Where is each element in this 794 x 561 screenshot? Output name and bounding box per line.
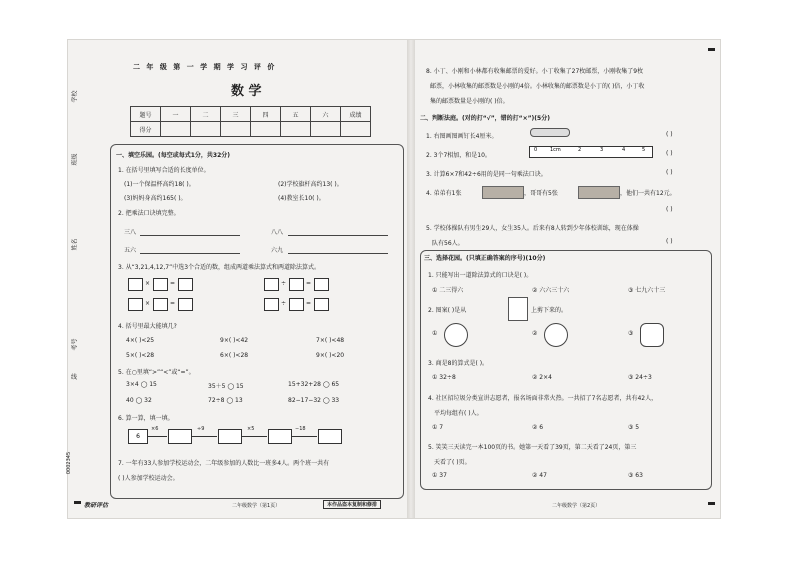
binding-label-school: 学校 xyxy=(71,90,79,103)
binding-line-label: 线 xyxy=(71,374,78,381)
q8-line-2: 邮票，小林收集的邮票数是小刚的4倍。小林收集的邮票数是小丁的( )倍，小丁收 xyxy=(430,83,645,90)
q4-item: 9×( )<42 xyxy=(220,337,249,344)
ruler-label: 0 xyxy=(534,147,538,153)
flower-shape-image xyxy=(444,323,468,347)
chain-op: −18 xyxy=(295,426,306,432)
choice-1-opt[interactable]: ③ 七九六十三 xyxy=(628,287,666,294)
times-sign: × xyxy=(145,300,151,307)
judge-4b: ，哥哥有5张 xyxy=(524,190,558,197)
choice-2a: 2. 图案( )是从 xyxy=(428,307,467,314)
ruler-image xyxy=(529,146,653,158)
choice-5-opt[interactable]: ③ 63 xyxy=(628,472,643,479)
q3-box[interactable] xyxy=(289,278,304,291)
choice-2b: 上剪下来的。 xyxy=(531,307,568,314)
q2c-blank[interactable] xyxy=(140,253,240,254)
score-cell[interactable] xyxy=(161,122,191,137)
equals-sign: = xyxy=(170,300,176,307)
q3-box[interactable] xyxy=(314,298,329,311)
times-sign: × xyxy=(145,280,151,287)
chain-arrow xyxy=(191,436,217,437)
q2b: 八八 xyxy=(271,229,284,236)
equals-sign: = xyxy=(170,280,176,287)
q3-box[interactable] xyxy=(128,278,143,291)
q2a: 三八 xyxy=(124,229,137,236)
chain-answer-box[interactable] xyxy=(268,429,292,444)
q1b: (2)学校旗杆高约13( )。 xyxy=(278,181,343,188)
choice-3: 3. 商是8的算式是( )。 xyxy=(428,360,489,367)
q1-text: 1. 在括号里填写合适的长度单位。 xyxy=(118,167,210,174)
choice-5a: 5. 笑笑三天读完一本100页的书。她第一天看了39页，第二天看了24页，第三 xyxy=(428,444,637,451)
binding-label-number: 考号 xyxy=(71,338,79,351)
q5-item: 35＋5 ◯ 15 xyxy=(208,383,244,390)
choice-3-opt[interactable]: ③ 24÷3 xyxy=(628,374,652,381)
ruler-label: 5 xyxy=(642,147,646,153)
q3-box[interactable] xyxy=(128,298,143,311)
q5-item: 82−17−32 ◯ 33 xyxy=(288,397,340,404)
score-header-cell: 二 xyxy=(191,107,221,122)
exam-title: 二 年 级 第 一 学 期 学 习 评 价 xyxy=(133,63,277,71)
chain-op: ×5 xyxy=(247,426,255,432)
flower-shape-image xyxy=(544,323,568,347)
q1c: (3)妈妈身高约165( )。 xyxy=(124,195,187,202)
q3-box[interactable] xyxy=(264,298,279,311)
q1d: (4)教室长10( )。 xyxy=(278,195,325,202)
page-fold xyxy=(407,40,415,518)
judge-4c: ，他们一共有12元。 xyxy=(620,190,676,197)
q3-box[interactable] xyxy=(153,278,168,291)
divide-sign: ÷ xyxy=(281,280,287,287)
score-cell[interactable] xyxy=(251,122,281,137)
score-cell[interactable] xyxy=(311,122,341,137)
choice-1: 1. 只能写出一道除法算式的口诀是( )。 xyxy=(428,272,533,279)
q4-item: 9×( )<20 xyxy=(316,352,345,359)
footer-brand: 教研评估 xyxy=(84,502,109,509)
page-marker xyxy=(74,501,81,504)
ruler-label: 1cm xyxy=(550,147,561,153)
ruler-label: 4 xyxy=(622,147,626,153)
choice-5-opt[interactable]: ① 37 xyxy=(432,472,447,479)
banknote-image xyxy=(578,186,620,199)
q4-item: 5×( )<28 xyxy=(126,352,155,359)
section-3-title: 三、选择花园。(只填正确答案的序号)(10分) xyxy=(424,255,546,262)
choice-4-opt[interactable]: ① 7 xyxy=(432,424,444,431)
q3-box[interactable] xyxy=(153,298,168,311)
page-marker xyxy=(708,48,715,51)
chain-arrow xyxy=(147,436,167,437)
choice-3-opt[interactable]: ① 32÷8 xyxy=(432,374,456,381)
score-table xyxy=(130,106,371,137)
binding-code: 0002345 xyxy=(66,451,73,475)
score-header-cell: 成绩 xyxy=(341,107,371,122)
q5-item: 15+32+28 ◯ 65 xyxy=(288,381,340,388)
binding-label-class: 班级 xyxy=(71,153,79,166)
judge-4a: 4. 弟弟有1张 xyxy=(426,190,462,197)
q3-box[interactable] xyxy=(264,278,279,291)
choice-5-opt[interactable]: ② 47 xyxy=(532,472,547,479)
choice-5b: 天看了( )页。 xyxy=(434,459,471,466)
judge-3: 3. 计算6×7和42÷6用的是同一句乘法口诀。 xyxy=(426,171,547,178)
q3-box[interactable] xyxy=(314,278,329,291)
q2b-blank[interactable] xyxy=(288,235,388,236)
q7-text: 7. 一年有33人参加学校运动会，二年级参加的人数比一班多4人。两个班一共有 xyxy=(118,460,330,467)
q3-box[interactable] xyxy=(178,298,193,311)
score-row xyxy=(131,122,371,137)
choice-4b: 平均每组有( )人。 xyxy=(434,410,483,417)
choice-1-opt[interactable]: ② 六六三十六 xyxy=(532,287,570,294)
choice-4a: 4. 社区招垃圾分类宣讲志愿者，报名场面非常火热。一共招了7名志愿者，共有42人， xyxy=(428,395,658,402)
section-1-title: 一、填空乐园。(每空或每式1分，共32分) xyxy=(116,152,231,159)
choice-2-opt[interactable]: ① xyxy=(432,330,438,337)
binding-label-name: 姓名 xyxy=(71,238,79,251)
q6-text: 6. 算一算，填一填。 xyxy=(118,415,174,422)
q2d: 六九 xyxy=(271,247,284,254)
score-header-cell: 题号 xyxy=(131,107,161,122)
footer-page-2: 二年级数学（第2页） xyxy=(552,503,601,509)
q2d-blank[interactable] xyxy=(288,253,388,254)
octagon-shape-image xyxy=(640,323,664,347)
q4-item: 6×( )<28 xyxy=(220,352,249,359)
chain-arrow xyxy=(241,436,267,437)
score-header-cell: 一 xyxy=(161,107,191,122)
choice-4-opt[interactable]: ② 6 xyxy=(532,424,544,431)
choice-3-opt[interactable]: ② 2×4 xyxy=(532,374,552,381)
footer-stamp: 本作品盗本复制和修排 xyxy=(323,500,381,509)
exam-sheet xyxy=(68,40,720,518)
q8-line-3: 集的邮票数量是小刚的( )倍。 xyxy=(430,98,509,105)
chain-answer-box[interactable] xyxy=(168,429,192,444)
judge-5-answer[interactable]: ( ) xyxy=(666,238,673,245)
score-cell[interactable] xyxy=(191,122,221,137)
ruler-label: 3 xyxy=(600,147,604,153)
q2a-blank[interactable] xyxy=(140,235,240,236)
q1a: (1)一个保温杯高约18( )。 xyxy=(124,181,195,188)
q2c: 五六 xyxy=(124,247,137,254)
q5-item: 72÷8 ◯ 13 xyxy=(208,397,243,404)
page-marker xyxy=(708,502,715,505)
judge-1-answer[interactable]: ( ) xyxy=(666,131,673,138)
chain-op: ÷9 xyxy=(197,426,205,432)
score-cell[interactable] xyxy=(281,122,311,137)
chain-answer-box[interactable] xyxy=(218,429,242,444)
judge-4-answer[interactable]: ( ) xyxy=(666,206,673,213)
q4-text: 4. 括号里最大能填几? xyxy=(118,323,177,330)
score-header-cell: 五 xyxy=(281,107,311,122)
q3-box[interactable] xyxy=(178,278,193,291)
judge-1: 1. 右图画图画钉长4厘米。 xyxy=(426,133,498,140)
choice-2-opt[interactable]: ② xyxy=(532,330,538,337)
judge-5b: 队有56人。 xyxy=(432,240,464,247)
choice-2-opt[interactable]: ③ xyxy=(628,330,634,337)
judge-3-answer[interactable]: ( ) xyxy=(666,169,673,176)
chain-start-box: 6 xyxy=(128,429,148,444)
divide-sign: ÷ xyxy=(281,300,287,307)
choice-4-opt[interactable]: ③ 5 xyxy=(628,424,640,431)
banknote-image xyxy=(482,186,524,199)
thumbtack-image xyxy=(530,128,570,137)
q5-item: 40 ◯ 32 xyxy=(126,397,152,404)
q3-box[interactable] xyxy=(289,298,304,311)
score-header-cell: 三 xyxy=(221,107,251,122)
q5-text: 5. 在○里填“>”“<”或“=”。 xyxy=(118,369,195,376)
folded-paper-image xyxy=(508,297,528,321)
q4-item: 4×( )<25 xyxy=(126,337,155,344)
equals-sign: = xyxy=(306,300,312,307)
score-cell[interactable] xyxy=(221,122,251,137)
q5-item: 3×4 ◯ 15 xyxy=(126,381,157,388)
judge-5a: 5. 学校体操队有男生29人，女生35人。后来有8人转到少年体校训练，现在体操 xyxy=(426,225,639,232)
score-cell[interactable]: 得分 xyxy=(131,122,161,137)
choice-1-opt[interactable]: ① 二三得六 xyxy=(432,287,464,294)
section-2-title: 二、判断法庭。(对的打“√”，错的打“×”)(5分) xyxy=(420,115,550,122)
subject-title: 数 学 xyxy=(231,84,262,99)
score-header-cell: 六 xyxy=(311,107,341,122)
q2-text: 2. 把乘法口诀填完整。 xyxy=(118,210,180,217)
chain-answer-box[interactable] xyxy=(318,429,342,444)
q7-text-cont: ( )人参加学校运动会。 xyxy=(118,475,179,482)
q8-line-1: 8. 小丁、小刚和小林都有收集邮票的爱好。小丁收集了27枚邮票，小刚收集了9枚 xyxy=(426,68,644,75)
ruler-label: 2 xyxy=(578,147,582,153)
chain-arrow xyxy=(291,436,317,437)
equals-sign: = xyxy=(306,280,312,287)
footer-page-1: 二年级数学（第1页） xyxy=(232,503,281,509)
chain-op: ×6 xyxy=(151,426,159,432)
judge-2: 2. 3个7相加，和是10。 xyxy=(426,152,491,159)
score-header-cell: 四 xyxy=(251,107,281,122)
q4-item: 7×( )<48 xyxy=(316,337,345,344)
q3-text: 3. 从“3,21,4,12,7”中选3个合适的数，组成两道乘法算式和两道除法算式。 xyxy=(118,264,321,271)
score-cell[interactable] xyxy=(341,122,371,137)
judge-2-answer[interactable]: ( ) xyxy=(666,150,673,157)
score-row xyxy=(131,107,371,122)
